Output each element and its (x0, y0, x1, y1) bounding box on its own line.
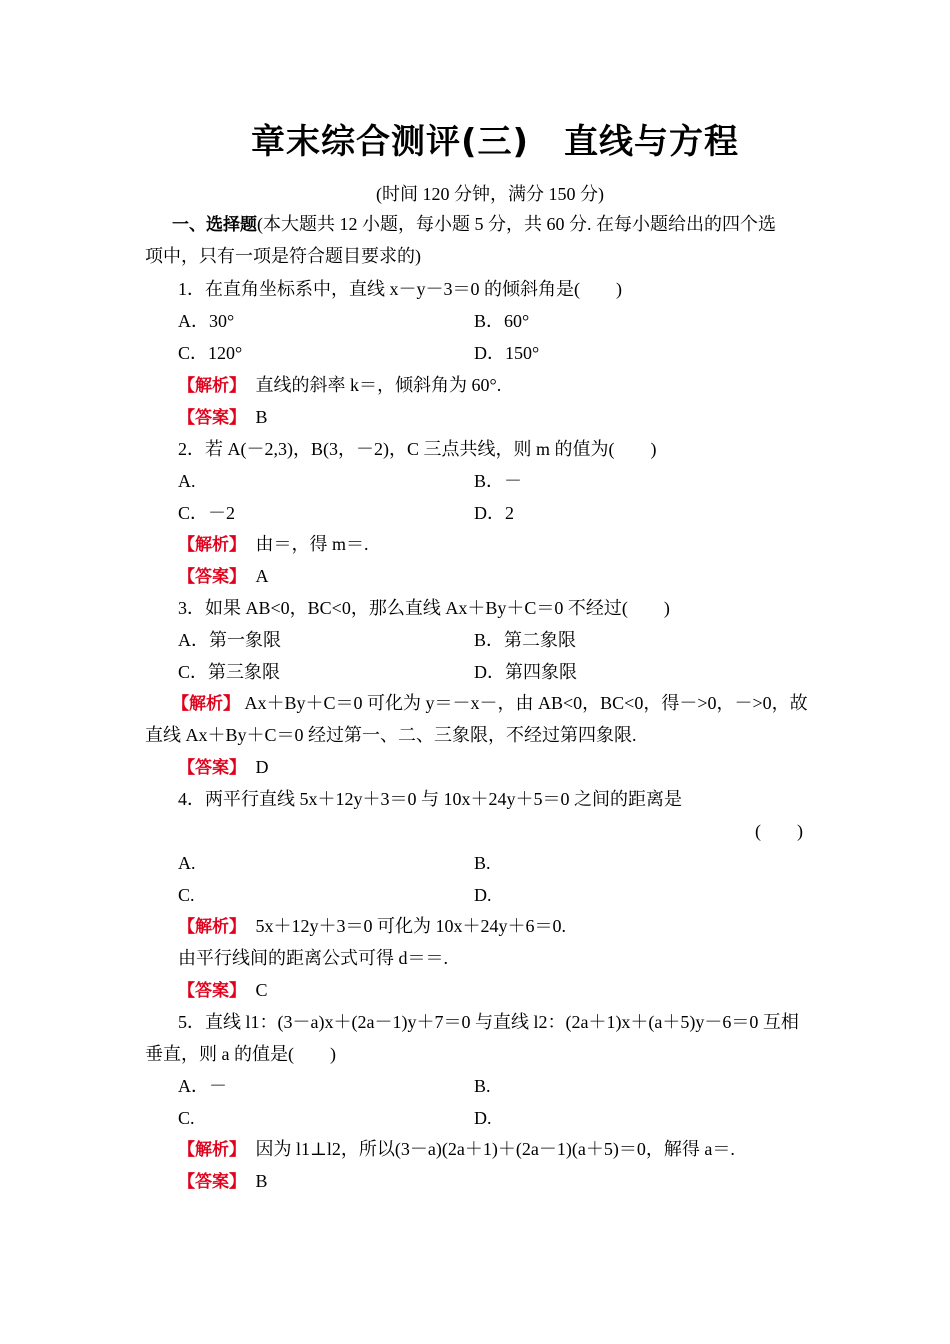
question-1-stem: 1．在直角坐标系中，直线 x－y－3＝0 的倾斜角是( ) (178, 279, 622, 299)
q3-option-d: D．第四象限 (474, 662, 577, 682)
page-subtitle: (时间 120 分钟，满分 150 分) (376, 184, 604, 204)
section-intro (172, 212, 842, 237)
q4-answer-text: C (255, 980, 268, 1000)
q4-analysis (178, 914, 848, 939)
answer-label: 【答案】 (178, 981, 238, 1001)
q1-answer-text: B (255, 407, 268, 427)
q3-option-c: C．第三象限 (178, 662, 281, 682)
q1-option-d: D．150° (474, 343, 540, 363)
question-2-stem: 2．若 A(－2,3)，B(3，－2)，C 三点共线，则 m 的值为( ) (178, 439, 657, 459)
q3-analysis-line2: 直线 Ax＋By＋C＝0 经过第一、二、三象限，不经过第四象限. (145, 725, 637, 745)
q4-option-b: B. (474, 853, 491, 873)
analysis-label: 【解析】 (178, 1140, 238, 1160)
q1-analysis-text: 直线的斜率 k＝，倾斜角为 60°. (255, 375, 502, 395)
q5-answer (178, 1169, 848, 1194)
q5-analysis-text: 因为 l1⊥l2，所以(3－a)(2a＋1)＋(2a－1)(a＋5)＝0，解得 a＝. (255, 1139, 735, 1159)
section-heading: 一、选择题 (172, 215, 257, 235)
q1-analysis (178, 373, 848, 398)
answer-label: 【答案】 (178, 567, 238, 587)
answer-label: 【答案】 (178, 1172, 238, 1192)
q5-option-a: A．－ (178, 1076, 227, 1096)
page-title: 章末综合测评(三) 直线与方程 (250, 122, 740, 162)
q3-analysis (172, 691, 842, 716)
q5-option-d: D. (474, 1108, 492, 1128)
question-3-stem: 3．如果 AB<0，BC<0，那么直线 Ax＋By＋C＝0 不经过( ) (178, 598, 670, 618)
q2-answer (178, 564, 848, 589)
q4-answer-bracket: ( ) (755, 821, 803, 841)
q3-answer-text: D (255, 757, 269, 777)
q2-option-c: C．－2 (178, 503, 236, 523)
q5-analysis (178, 1137, 848, 1162)
q1-option-c: C．120° (178, 343, 243, 363)
section-intro-text: (本大题共 12 小题，每小题 5 分，共 60 分. 在每小题给出的四个选 (257, 214, 776, 234)
section-intro-line2: 项中，只有一项是符合题目要求的) (145, 246, 421, 266)
q5-option-b: B. (474, 1076, 491, 1096)
q3-option-b: B．第二象限 (474, 630, 577, 650)
analysis-label: 【解析】 (172, 694, 240, 714)
q1-answer (178, 405, 848, 430)
q4-option-c: C. (178, 885, 195, 905)
q1-option-b: B．60° (474, 311, 530, 331)
q2-analysis (178, 532, 848, 557)
q5-answer-text: B (255, 1171, 268, 1191)
answer-label: 【答案】 (178, 408, 238, 428)
q2-option-d: D．2 (474, 503, 514, 523)
q4-analysis-line2: 由平行线间的距离公式可得 d＝＝. (178, 948, 448, 968)
q2-option-a: A. (178, 471, 196, 491)
answer-label: 【答案】 (178, 758, 238, 778)
q5-option-c: C. (178, 1108, 195, 1128)
question-5-stem: 5．直线 l1：(3－a)x＋(2a－1)y＋7＝0 与直线 l2：(2a＋1)x＋(a＋5)y－6＝0 互相 (178, 1012, 799, 1032)
q4-option-d: D. (474, 885, 492, 905)
q4-analysis-text: 5x＋12y＋3＝0 可化为 10x＋24y＋6＝0. (255, 916, 566, 936)
question-4-stem: 4．两平行直线 5x＋12y＋3＝0 与 10x＋24y＋5＝0 之间的距离是 (178, 789, 682, 809)
analysis-label: 【解析】 (178, 376, 238, 396)
q2-option-b: B．－ (474, 471, 523, 491)
q2-analysis-text: 由＝，得 m＝. (255, 534, 369, 554)
question-5-stem-line2: 垂直，则 a 的值是( ) (145, 1044, 336, 1064)
q4-option-a: A. (178, 853, 196, 873)
q1-option-a: A．30° (178, 311, 235, 331)
analysis-label: 【解析】 (178, 535, 238, 555)
analysis-label: 【解析】 (178, 917, 238, 937)
q4-answer (178, 978, 848, 1003)
q2-answer-text: A (255, 566, 269, 586)
q3-answer (178, 755, 848, 780)
q3-option-a: A．第一象限 (178, 630, 281, 650)
q3-analysis-text: Ax＋By＋C＝0 可化为 y＝－x－，由 AB<0，BC<0，得－>0，－>0，故 (244, 693, 808, 713)
